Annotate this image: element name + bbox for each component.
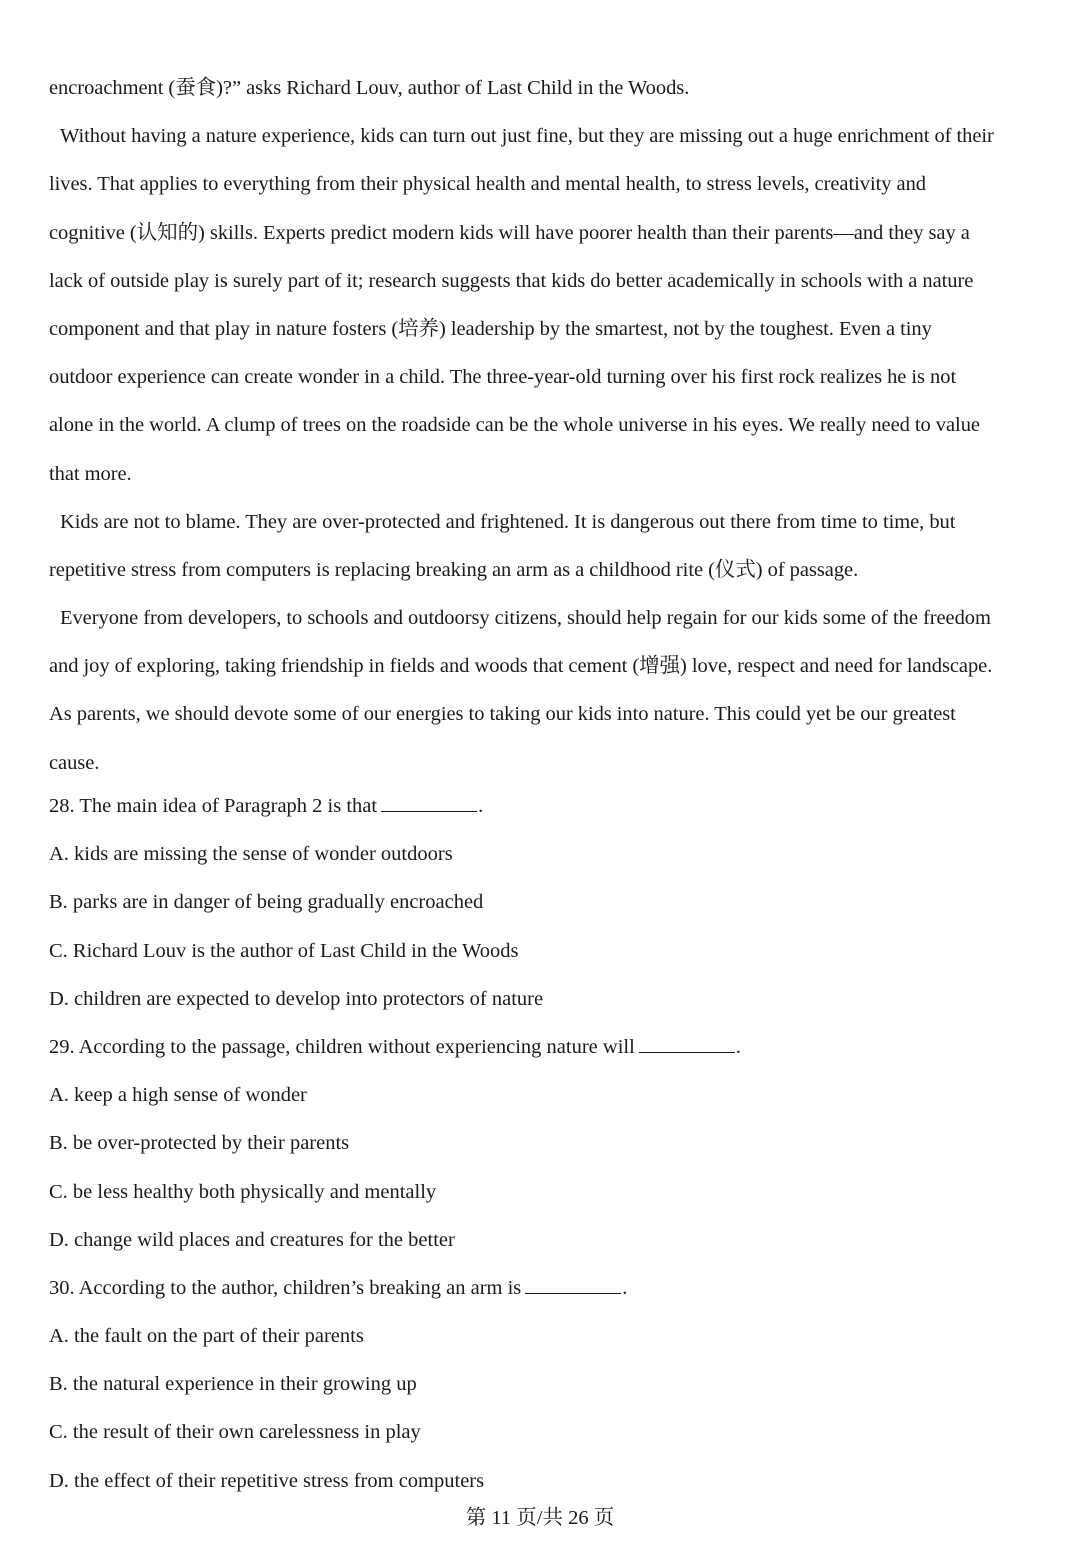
question-28-stem [49,782,1054,830]
passage-line: Without having a nature experience, kids can turn out just fine, but they are missing out a huge enrichment of their [60,125,994,148]
question-end: . [478,795,484,817]
question-text: 30. According to the author, children’s breaking an arm is [49,1276,522,1299]
question-28-option-a: A. kids are missing the sense of wonder outdoors [49,843,453,866]
passage-line: lives. That applies to everything from their physical health and mental health, to stress levels, creativity and [49,173,926,196]
passage-line: encroachment (蚕食)?” asks Richard Louv, author of Last Child in the Woods. [49,77,690,99]
page-number: 第 11 页/共 26 页 [465,1507,615,1529]
question-30-option-b: B. the natural experience in their growing up [49,1373,417,1396]
question-30-option-c: C. the result of their own carelessness in play [49,1421,421,1444]
question-29-option-b: B. be over-protected by their parents [49,1132,350,1155]
answer-blank [639,1034,735,1053]
question-29-stem [49,1023,1054,1071]
question-end: . [622,1276,628,1299]
passage-line: Kids are not to blame. They are over-protected and frightened. It is dangerous out there from time to time, but [60,510,956,533]
passage-line: that more. [49,462,132,485]
question-list [49,782,1054,1505]
passage-line: repetitive stress from computers is replacing breaking an arm as a childhood rite (仪式) of passage. [49,558,859,581]
question-30-option-a: A. the fault on the part of their parents [49,1325,364,1348]
question-28-option-b: B. parks are in danger of being gradually encroached [49,891,484,914]
question-30-option-d: D. the effect of their repetitive stress from computers [49,1469,485,1492]
passage-line: cognitive (认知的) skills. Experts predict modern kids will have poorer health than their parents—and they say a [49,221,970,244]
question-29-option-c: C. be less healthy both physically and mentally [49,1180,437,1203]
question-30-stem [49,1264,1054,1312]
passage-line: component and that play in nature fosters (培养) leadership by the smartest, not by the toughest. Even a tiny [49,317,932,340]
question-text: 28. The main idea of Paragraph 2 is that [49,795,378,817]
question-28-option-d: D. children are expected to develop into protectors of nature [49,987,544,1010]
question-28-option-c: C. Richard Louv is the author of Last Child in the Woods [49,939,519,962]
answer-blank [381,793,477,812]
passage-line: outdoor experience can create wonder in a child. The three-year-old turning over his first rock realizes he is not [49,366,957,389]
passage-line: lack of outside play is surely part of it; research suggests that kids do better academically in schools with a nature [49,269,974,292]
passage-line: and joy of exploring, taking friendship in fields and woods that cement (增强) love, respect and need for landscape. [49,655,993,678]
passage-line: alone in the world. A clump of trees on the roadside can be the whole universe in his eyes. We really need to value [49,414,980,437]
answer-blank [525,1275,621,1294]
question-29-option-d: D. change wild places and creatures for the better [49,1228,455,1251]
passage-line: As parents, we should devote some of our energies to taking our kids into nature. This could yet be our greatest [49,703,956,726]
reading-passage [49,64,1054,787]
question-29-option-a: A. keep a high sense of wonder [49,1084,307,1107]
question-text: 29. According to the passage, children without experiencing nature will [49,1035,635,1058]
passage-line: Everyone from developers, to schools and outdoorsy citizens, should help regain for our kids some of the freedom [60,607,991,630]
passage-line: cause. [49,751,100,774]
question-end: . [735,1035,741,1058]
